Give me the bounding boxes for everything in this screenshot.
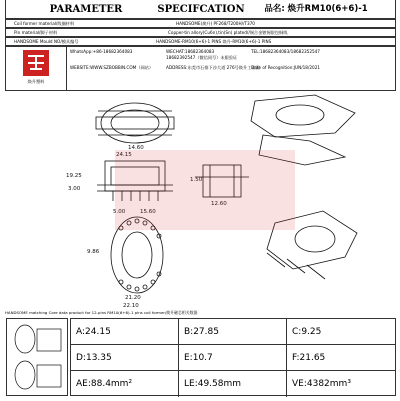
technical-drawing — [5, 93, 396, 316]
mini-core-drawing — [6, 318, 68, 396]
date-text: Date of Recognition:JUN/18/2021 — [251, 65, 321, 70]
spec-value: HANDSOME-RM10(6+6)-1 PINS 焕升-RM10(6+6)-1 PINS — [156, 39, 272, 44]
dim-label: 14.60 — [128, 145, 144, 151]
website-text: WEBSITE:WWW.SZBOBBIN.COM（网站） — [70, 65, 154, 70]
param-cell: A:24.15 — [71, 319, 179, 345]
spec-label: HANDSOME Mould NO/模具编号 — [14, 39, 79, 44]
dim-label: 15.60 — [140, 209, 156, 215]
dim-label: 24.15 — [116, 152, 132, 158]
core-shape-drawing — [7, 319, 69, 397]
param-cell: AE:88.4mm² — [71, 371, 179, 397]
coil-former-drawing — [5, 93, 396, 316]
dim-label: 3.00 — [68, 186, 81, 192]
wechat-line2: 18682392547（微信同号）未限验证 — [166, 55, 238, 60]
spec-value: Copper-tin allory(Cu6n),tin(Sn) plated//铜合金镀锡银包铜线 — [168, 30, 288, 35]
whatsapp-text: WhatsApp:+86-18682364083 — [70, 49, 133, 54]
dim-label: 19.25 — [66, 173, 82, 179]
spec-row-pin — [5, 28, 396, 37]
dim-label: 21.20 — [125, 295, 141, 301]
core-data-note: HANDSOME matching Core data product for 12-pins RM10(6+6)-1 pins coil former/焕升磁芯相关数据 — [5, 310, 198, 315]
parameter-header: PARAMETER — [49, 4, 123, 15]
spec-label: Pin material/脚子材料 — [14, 30, 58, 35]
core-params-table — [70, 318, 396, 396]
param-cell: F:21.65 — [287, 345, 395, 371]
param-cell: VE:4382mm³ — [292, 379, 351, 389]
header-row — [5, 0, 396, 19]
spec-row-coil — [5, 19, 396, 28]
dim-label: 1.50 — [190, 177, 203, 183]
spec-row-mould — [5, 37, 396, 46]
spec-label: Coil former material/线圈材料 — [14, 21, 75, 26]
param-cell: D:13.35 — [71, 345, 179, 371]
tel-text: TEL:18682364083/18682352547 — [251, 49, 320, 54]
param-cell: B:27.85 — [179, 319, 287, 345]
product-name: 品名: 焕升RM10(6+6)-1 — [264, 4, 368, 14]
specification-header: SPECIFCATION — [157, 4, 245, 15]
dim-label: 9.86 — [87, 249, 100, 255]
dim-label: 5.00 — [113, 209, 126, 215]
logo-text: 焕升塑料 — [27, 79, 45, 84]
dim-label: 12.60 — [211, 201, 227, 207]
param-cell: LE:49.58mm — [179, 371, 287, 397]
logo-box — [6, 47, 67, 90]
contact-block — [5, 46, 396, 91]
wechat-text: WECHAT:18682364083 — [166, 49, 215, 54]
param-cell: E:10.7 — [179, 345, 287, 371]
param-cell: C:9.25 — [287, 319, 395, 345]
spec-value: HANDSOME(焕升) PF268/T200H//T370 — [176, 21, 255, 26]
dim-label: 22.10 — [123, 303, 139, 309]
address-text: ADDRESS:东莞市石排下沙大道 276号焕升工业园 — [166, 65, 260, 70]
